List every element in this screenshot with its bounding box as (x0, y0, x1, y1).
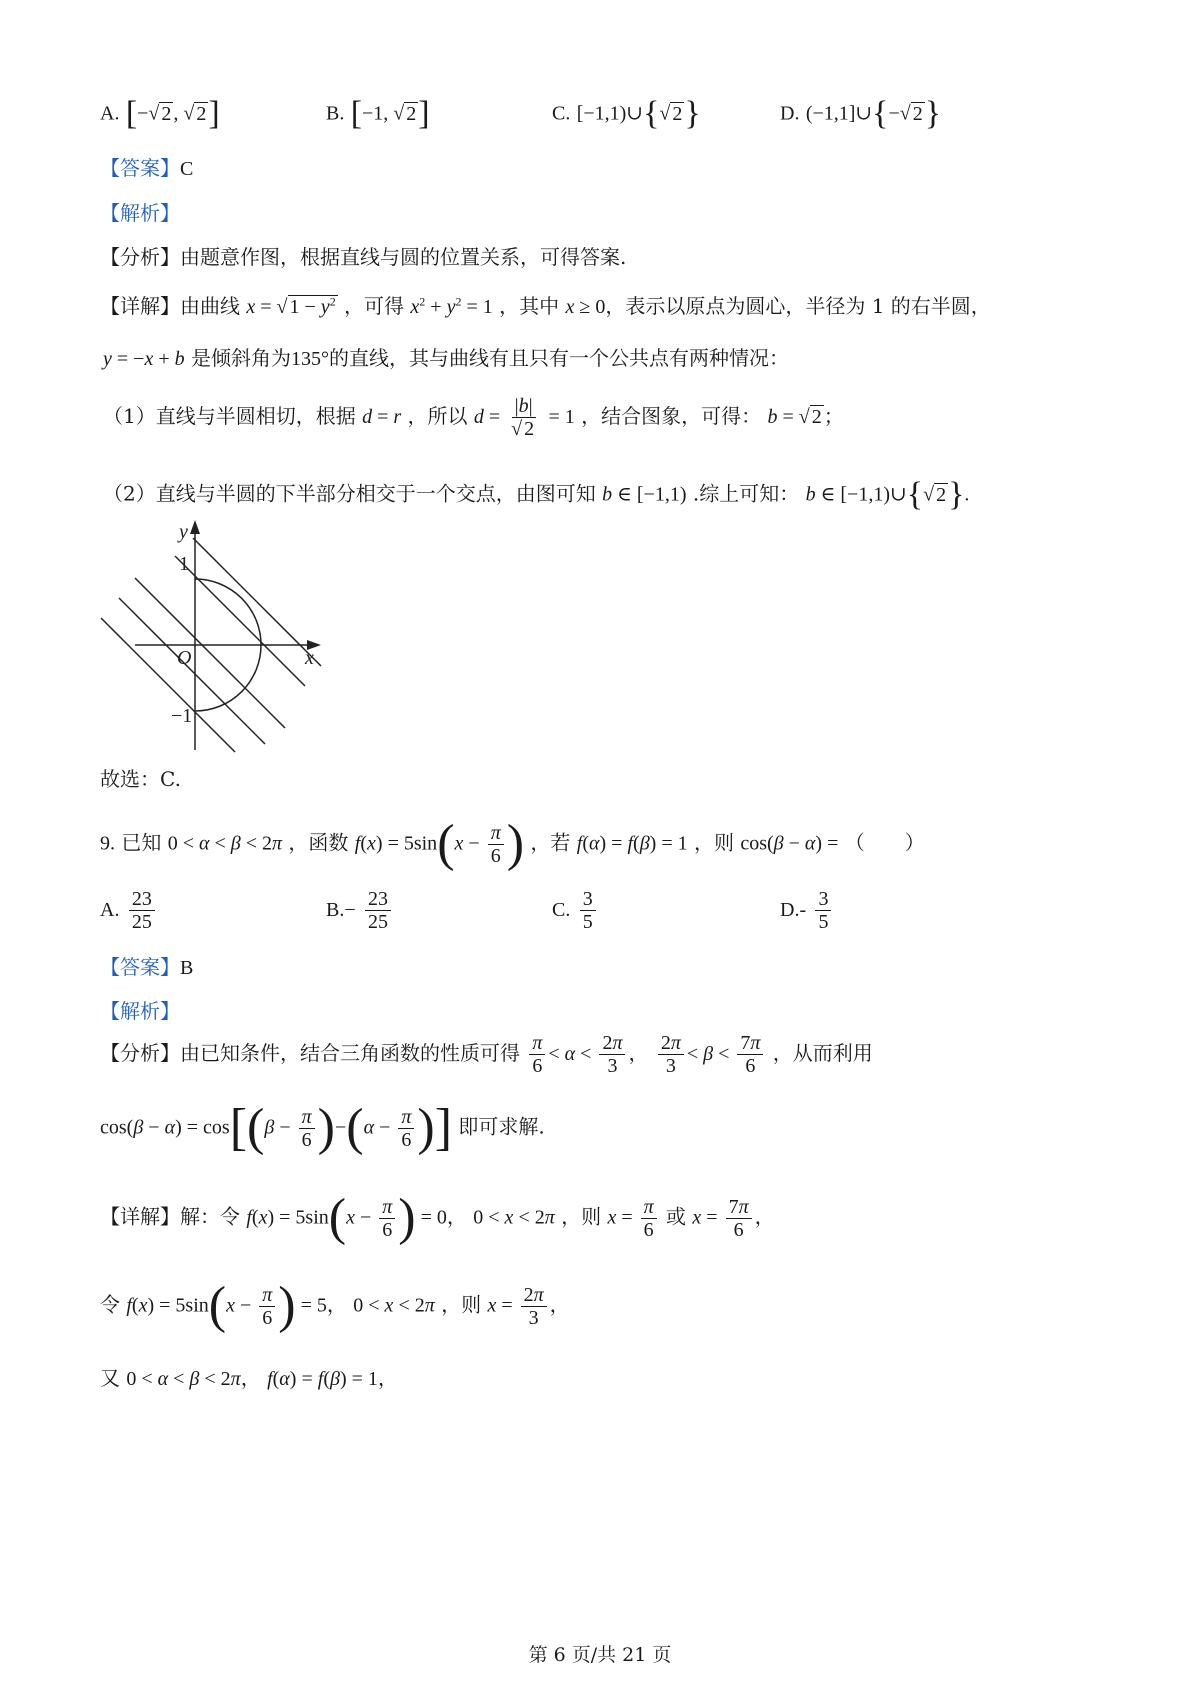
y-axis-arrow-icon (190, 520, 200, 534)
q8-xiangjie-line2: y = −x + b 是倾斜角为135°的直线，其与曲线有且只有一个公共点有两种情况： (103, 346, 789, 370)
q9-xiangjie-line1: 【详解】解：令 f(x) = 5sin(x − $\frac{\pi}{6}$ ) = 0， 0 < x < 2π ，则 x = $\frac{\pi}{6}$ 或 x = $\frac{7\pi}{6}$ ， (100, 1189, 775, 1246)
line-b (135, 578, 285, 728)
q8-conclusion: 故选：C. (100, 767, 181, 791)
q9-fenxi-line1: 【分析】由已知条件，结合三角函数的性质可得 $\frac{\pi}{6}$ < α < $\frac{2\pi}{3}$ ， $\frac{2\pi}{3}$ < β < $\frac{7\pi}{6}$ ，从而利用 (100, 1032, 873, 1077)
q8-figure (95, 518, 335, 758)
q8-case2: （2）直线与半圆的下半部分相交于一个交点，由图可知 b ∈ [−1,1) .综上可知： b ∈ [−1,1)∪{√ 2}. (103, 476, 970, 513)
page-footer: 第 6 页/共 21 页 (528, 1644, 672, 1666)
q8-option-b: B. [−1, √ 2] (326, 95, 430, 132)
fig-label-y: y (179, 521, 188, 543)
q8-xiangjie-line1: 【详解】由曲线 x = √ $1 - y^2$ ，可得 $x^2 + y^2 = 1$ ，其中 x ≥ 0，表示以原点为圆心，半径为 1 的右半圆， (100, 294, 991, 318)
q9-fenxi-line2: cos(β − α) = cos[(β − $\frac{\pi}{6}$ )−(α − $\frac{\pi}{6}$ )] 即可求解. (100, 1099, 545, 1156)
q9-option-c: C. $\frac{3}{5}$ (552, 888, 599, 933)
q8-case1: （1）直线与半圆相切，根据 d = r ，所以 d = $\frac{|b|}{√ 2}$ = 1 ，结合图象，可得： b = √ 2 ； (103, 395, 844, 440)
q8-analysis-heading: 【解析】 (100, 201, 180, 225)
q8-answer: 【答案】C (100, 156, 194, 180)
line-d (101, 618, 235, 752)
fig-label-o: O (177, 647, 192, 669)
q8-option-a: A. [−√ 2 , √ 2] (100, 95, 220, 132)
q9-option-d: D.- $\frac{3}{5}$ (780, 888, 834, 933)
q8-option-d: D. (−1,1]∪{−√ 2} (780, 95, 942, 132)
q8-fenxi: 【分析】由题意作图，根据直线与圆的位置关系，可得答案. (100, 245, 627, 269)
q9-analysis-heading: 【解析】 (100, 999, 180, 1023)
q9-xiangjie-line2: 令 f(x) = 5sin(x − $\frac{\pi}{6}$ ) = 5， 0 < x < 2π ，则 x = $\frac{2\pi}{3}$ ， (100, 1277, 570, 1334)
q9-option-b: B.− $\frac{23}{25}$ (326, 888, 394, 933)
q8-option-a-text: −√ 2 , √ 2 (137, 102, 207, 125)
fig-label-neg1: −1 (171, 705, 193, 727)
fig-label-x: x (305, 647, 314, 669)
line-tangent (193, 538, 321, 666)
q9-option-a: A. $\frac{23}{25}$ (100, 888, 158, 933)
fig-label-1: 1 (179, 553, 189, 575)
q9-stem: 9. 已知 0 < α < β < 2π ，函数 f(x) = 5sin(x − $\frac{\pi}{6}$ ) ，若 f(α) = f(β) = 1 ，则 cos(β − α) = （ ） (100, 815, 925, 872)
q9-xiangjie-line3: 又 0 < α < β < 2π， f(α) = f(β) = 1， (100, 1366, 398, 1390)
q9-answer: 【答案】B (100, 955, 194, 979)
q8-option-c: C. [−1,1)∪{√ 2} (552, 95, 701, 132)
